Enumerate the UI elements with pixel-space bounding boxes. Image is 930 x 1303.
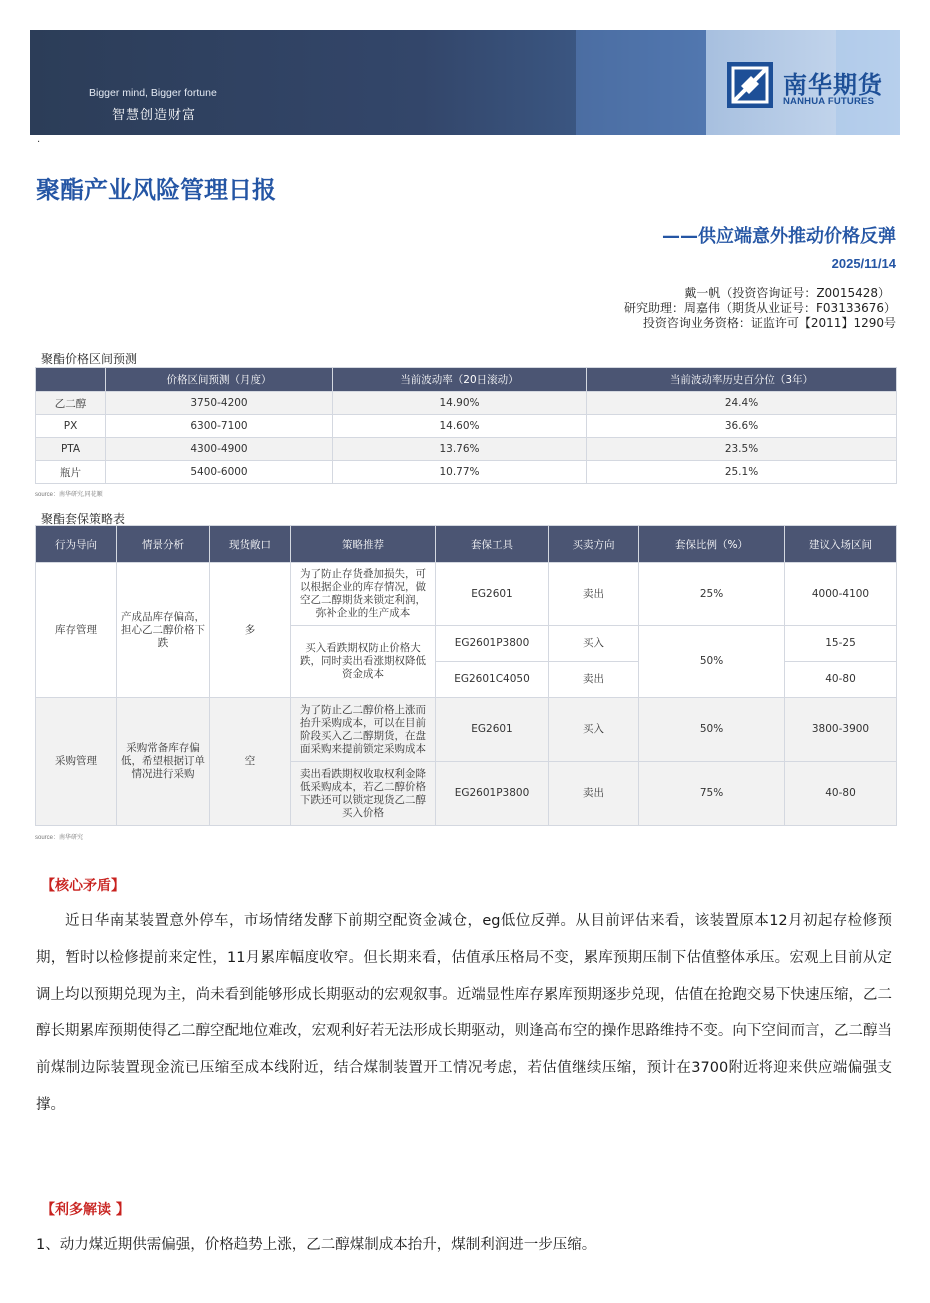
table-row <box>36 461 897 484</box>
table-cell: PX <box>36 415 106 438</box>
table-cell: 乙二醇 <box>36 392 106 415</box>
bullish-heading: 【利多解读 】 <box>41 1202 130 1218</box>
column-header: 买卖方向 <box>549 526 639 563</box>
bullet-dot: · <box>37 137 41 148</box>
column-header: 价格区间预测（月度） <box>106 368 333 392</box>
table-cell: 10.77% <box>333 461 587 484</box>
table-cell: 5400-6000 <box>106 461 333 484</box>
range-cell: 15-25 <box>785 626 897 662</box>
strategy-cell: 为了防止乙二醇价格上涨而抬升采购成本，可以在目前阶段买入乙二醇期货，在盘面采购来提前锁定采购成本 <box>291 698 436 762</box>
column-header <box>36 368 106 392</box>
behavior-cell: 采购管理 <box>36 698 117 826</box>
scenario-cell: 采购常备库存偏低，希望根据订单情况进行采购 <box>117 698 210 826</box>
nanhua-logo-icon <box>727 62 773 108</box>
column-header: 现货敞口 <box>210 526 291 563</box>
ratio-cell: 50% <box>639 698 785 762</box>
strategy-cell: 卖出看跌期权收取权利金降低采购成本，若乙二醇价格下跌还可以锁定现货乙二醇买入价格 <box>291 762 436 826</box>
tool-cell: EG2601 <box>436 698 549 762</box>
strategy-cell: 为了防止存货叠加损失，可以根据企业的库存情况，做空乙二醇期货来锁定利润，弥补企业的生产成本 <box>291 563 436 626</box>
header-banner <box>30 30 900 135</box>
direction-cell: 卖出 <box>549 762 639 826</box>
hedge-table-caption: 聚酯套保策略表 <box>41 512 126 526</box>
table-row <box>36 392 897 415</box>
column-header: 策略推荐 <box>291 526 436 563</box>
tool-cell: EG2601C4050 <box>436 662 549 698</box>
direction-cell: 买入 <box>549 698 639 762</box>
table-cell: 36.6% <box>587 415 897 438</box>
exposure-cell: 空 <box>210 698 291 826</box>
tool-cell: EG2601P3800 <box>436 762 549 826</box>
table-header-row <box>36 526 897 563</box>
report-date: 2025/11/14 <box>831 256 896 271</box>
strategy-cell: 买入看跌期权防止价格大跌，同时卖出看涨期权降低资金成本 <box>291 626 436 698</box>
table-cell: 瓶片 <box>36 461 106 484</box>
core-conflict-heading: 【核心矛盾】 <box>41 878 125 894</box>
exposure-cell: 多 <box>210 563 291 698</box>
column-header: 套保比例（%） <box>639 526 785 563</box>
tool-cell: EG2601 <box>436 563 549 626</box>
table-cell: 6300-7100 <box>106 415 333 438</box>
table-cell: PTA <box>36 438 106 461</box>
behavior-cell: 库存管理 <box>36 563 117 698</box>
license-line: 投资咨询业务资格：证监许可【2011】1290号 <box>642 316 896 330</box>
hedge-table-source: source：南华研究 <box>35 835 84 841</box>
scenario-cell: 产成品库存偏高，担心乙二醇价格下跌 <box>117 563 210 698</box>
hedge-strategy-table <box>35 525 897 826</box>
column-header: 行为导向 <box>36 526 117 563</box>
tool-cell: EG2601P3800 <box>436 626 549 662</box>
column-header: 建议入场区间 <box>785 526 897 563</box>
report-title: 聚酯产业风险管理日报 <box>36 176 276 204</box>
table-row <box>36 563 897 626</box>
author-line: 戴一帆（投资咨询证号：Z0015428） <box>684 286 890 300</box>
direction-cell: 卖出 <box>549 662 639 698</box>
column-header: 套保工具 <box>436 526 549 563</box>
report-subtitle: ——供应端意外推动价格反弹 <box>662 226 896 247</box>
range-cell: 40-80 <box>785 762 897 826</box>
price-table-source: source：南华研究,同花顺 <box>35 492 103 498</box>
banner-stripe <box>576 30 706 135</box>
price-range-table <box>35 367 897 484</box>
table-row <box>36 415 897 438</box>
column-header: 当前波动率历史百分位（3年） <box>587 368 897 392</box>
table-cell: 3750-4200 <box>106 392 333 415</box>
table-header-row <box>36 368 897 392</box>
range-cell: 40-80 <box>785 662 897 698</box>
table-cell: 13.76% <box>333 438 587 461</box>
ratio-cell: 50% <box>639 626 785 698</box>
range-cell: 3800-3900 <box>785 698 897 762</box>
table-cell: 14.60% <box>333 415 587 438</box>
logo-text-chinese: 南华期货 <box>783 71 883 99</box>
ratio-cell: 25% <box>639 563 785 626</box>
table-row <box>36 438 897 461</box>
assistant-line: 研究助理：周嘉伟（期货从业证号：F03133676） <box>624 301 896 315</box>
range-cell: 4000-4100 <box>785 563 897 626</box>
core-conflict-paragraph: 近日华南某装置意外停车，市场情绪发酵下前期空配资金减仓，eg低位反弹。从目前评估来看，该装置原本12月初起存检修预期，暂时以检修提前来定性，11月累库幅度收窄。但长期来看，估值承压格局不变，累库预期压制下估值整体承压。宏观上目前从定调上均以预期兑现为主，尚未看到能够形成长期驱动的宏观叙事。近端显性库存累库预期逐步兑现，估值在抢跑交易下快速压缩，乙二醇长期累库预期使得乙二醇空配地位难改，宏观利好若无法形成长期驱动，则逢高布空的操作思路维持不变。向下空间而言，乙二醇当前煤制边际装置现金流已压缩至成本线附近，结合煤制装置开工情况考虑，若估值继续压缩，预计在3700附近将迎来供应端偏强支撑。 <box>36 913 892 1113</box>
direction-cell: 卖出 <box>549 563 639 626</box>
bullish-item: 1、动力煤近期供需偏强，价格趋势上涨，乙二醇煤制成本抬升，煤制利润进一步压缩。 <box>36 1237 597 1253</box>
price-table-caption: 聚酯价格区间预测 <box>41 352 138 366</box>
table-cell: 4300-4900 <box>106 438 333 461</box>
direction-cell: 买入 <box>549 626 639 662</box>
table-cell: 25.1% <box>587 461 897 484</box>
slogan-english: Bigger mind, Bigger fortune <box>89 87 217 99</box>
column-header: 当前波动率（20日滚动） <box>333 368 587 392</box>
column-header: 情景分析 <box>117 526 210 563</box>
ratio-cell: 75% <box>639 762 785 826</box>
table-cell: 14.90% <box>333 392 587 415</box>
table-row <box>36 698 897 762</box>
logo-text-english: NANHUA FUTURES <box>783 96 875 107</box>
table-cell: 24.4% <box>587 392 897 415</box>
table-cell: 23.5% <box>587 438 897 461</box>
slogan-chinese: 智慧创造财富 <box>112 108 197 123</box>
